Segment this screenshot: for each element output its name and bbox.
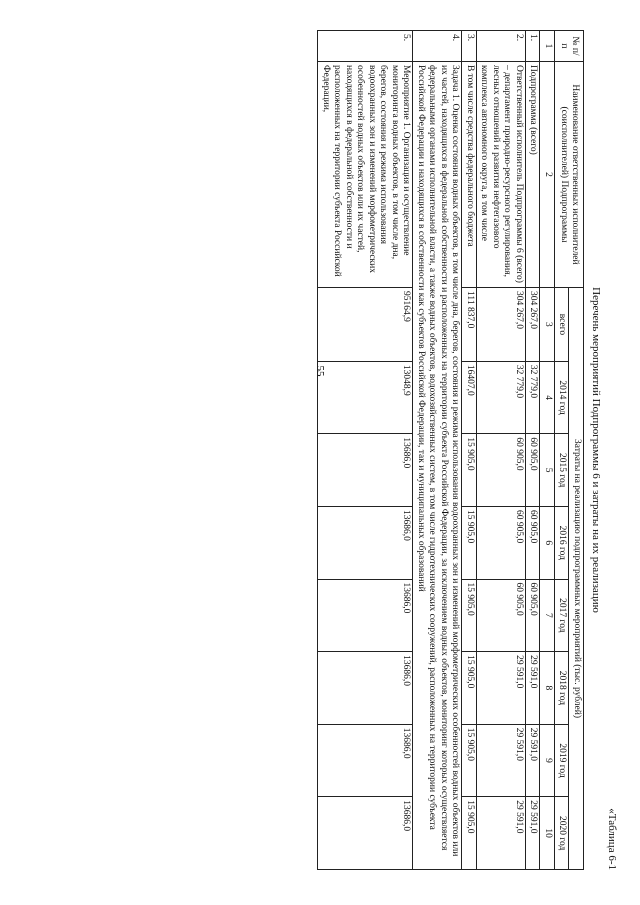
header-year: 2020 год: [555, 797, 570, 870]
value-cell: 29 591,0: [477, 724, 526, 797]
column-number: 10: [540, 797, 555, 870]
value-cell: 60 905,0: [526, 434, 541, 507]
page-number: 55: [314, 365, 326, 377]
table-row: [462, 31, 477, 870]
value-cell: 60 905,0: [477, 506, 526, 579]
value-cell: 13048,9: [318, 361, 413, 434]
value-cell: 15 905,0: [462, 579, 477, 652]
value-cell: 60 905,0: [477, 434, 526, 507]
row-name: В том числе средства федерального бюджета: [462, 61, 477, 287]
table-row: [413, 31, 462, 870]
table-row: [526, 31, 541, 870]
row-number: 3.: [462, 31, 477, 62]
value-cell: 15 905,0: [462, 724, 477, 797]
header-year: 2018 год: [555, 652, 570, 725]
value-cell: 15 905,0: [462, 652, 477, 725]
header-year: 2017 год: [555, 579, 570, 652]
value-cell: 29 591,0: [526, 724, 541, 797]
value-cell: 29 591,0: [477, 797, 526, 870]
header-year: 2014 год: [555, 361, 570, 434]
column-number: 7: [540, 579, 555, 652]
value-cell: 29 591,0: [526, 797, 541, 870]
value-cell: 15 905,0: [462, 434, 477, 507]
row-number: 2.: [477, 31, 526, 62]
value-cell: 16407,0: [462, 361, 477, 434]
value-cell: 32 779,0: [526, 361, 541, 434]
header-num: № п/п: [555, 31, 584, 62]
column-number: 3: [540, 288, 555, 362]
value-cell: 304 267,0: [526, 288, 541, 362]
value-cell: 111 837,0: [462, 288, 477, 362]
value-cell: 13686,0: [318, 652, 413, 725]
value-cell: 13686,0: [318, 797, 413, 870]
value-cell: 32 779,0: [477, 361, 526, 434]
row-number: 5.: [318, 31, 413, 62]
measures-table: [318, 30, 585, 870]
header-year: 2019 год: [555, 724, 570, 797]
column-number: 4: [540, 361, 555, 434]
task-description: Задача 1. Оценка состояния водных объектов, в том числе дна, берегов, состояния и режима использования водоохранных зон и изменений морфометрических особенностей водных объектов или их частей, находящихся в федеральной собственности и расположенных на территории субъекта Российской Федерации, за исключением водных объектов, мониторинг которых осуществляется федеральными органами исполнительной власти, а также водных объектов, водохозяйственных систем, в том числе гидротехнических сооружений, расположенных на территории субъекта Российской Федерации и находящихся в собственности как субъектов Российской Федерации, так и муниципальных образований: [413, 61, 462, 869]
row-name: Ответственный исполнитель Подпрограммы 6 (всего) – департамент природно-ресурсного регулирования, лесных отношений и развития нефтегазового комплекса автономного округа, в том числе: [477, 61, 526, 287]
row-number: 4.: [413, 31, 462, 62]
header-costs: Затраты на реализацию подпрограммных мероприятий (тыс. рублей): [569, 288, 584, 870]
value-cell: 15 905,0: [462, 797, 477, 870]
header-year: 2016 год: [555, 506, 570, 579]
table-row: [318, 31, 413, 870]
row-name: Подпрограмма (всего): [526, 61, 541, 287]
row-number: 1.: [526, 31, 541, 62]
value-cell: 29 591,0: [477, 652, 526, 725]
table-label: «Таблица 6-1: [606, 808, 618, 870]
column-number: 1: [540, 31, 555, 62]
value-cell: 29 591,0: [526, 652, 541, 725]
value-cell: 13686,0: [318, 724, 413, 797]
value-cell: 13686,0: [318, 579, 413, 652]
value-cell: 13686,0: [318, 506, 413, 579]
row-name: Мероприятие 1. Организация и осуществление мониторинга водных объектов, в том числе дна, берегов, состояния и режима использования водоохранных зон и изменений морфометрических особенностей водных объектов или их частей, находящихся в федеральной собственности и расположенных на территории субъекта Российской Федерации,: [318, 61, 413, 287]
value-cell: 15 905,0: [462, 506, 477, 579]
value-cell: 304 267,0: [477, 288, 526, 362]
value-cell: 60 905,0: [526, 506, 541, 579]
value-cell: 95164,9: [318, 288, 413, 362]
header-row-1: [569, 31, 584, 870]
value-cell: 60 905,0: [526, 579, 541, 652]
header-total: всего: [555, 288, 570, 362]
table-row: [477, 31, 526, 870]
document-title: Перечень мероприятий Подпрограммы 6 и затраты на их реализацию: [590, 287, 602, 613]
column-number: 9: [540, 724, 555, 797]
value-cell: 13686,0: [318, 434, 413, 507]
column-number: 8: [540, 652, 555, 725]
header-name: Наименование ответственных исполнителей (соисполнителей) Подпрограммы: [555, 61, 584, 287]
column-number: 6: [540, 506, 555, 579]
column-number-row: [540, 31, 555, 870]
column-number: 5: [540, 434, 555, 507]
rotated-page-content: [38, 30, 618, 870]
value-cell: 60 905,0: [477, 579, 526, 652]
header-year: 2015 год: [555, 434, 570, 507]
column-number: 2: [540, 61, 555, 287]
